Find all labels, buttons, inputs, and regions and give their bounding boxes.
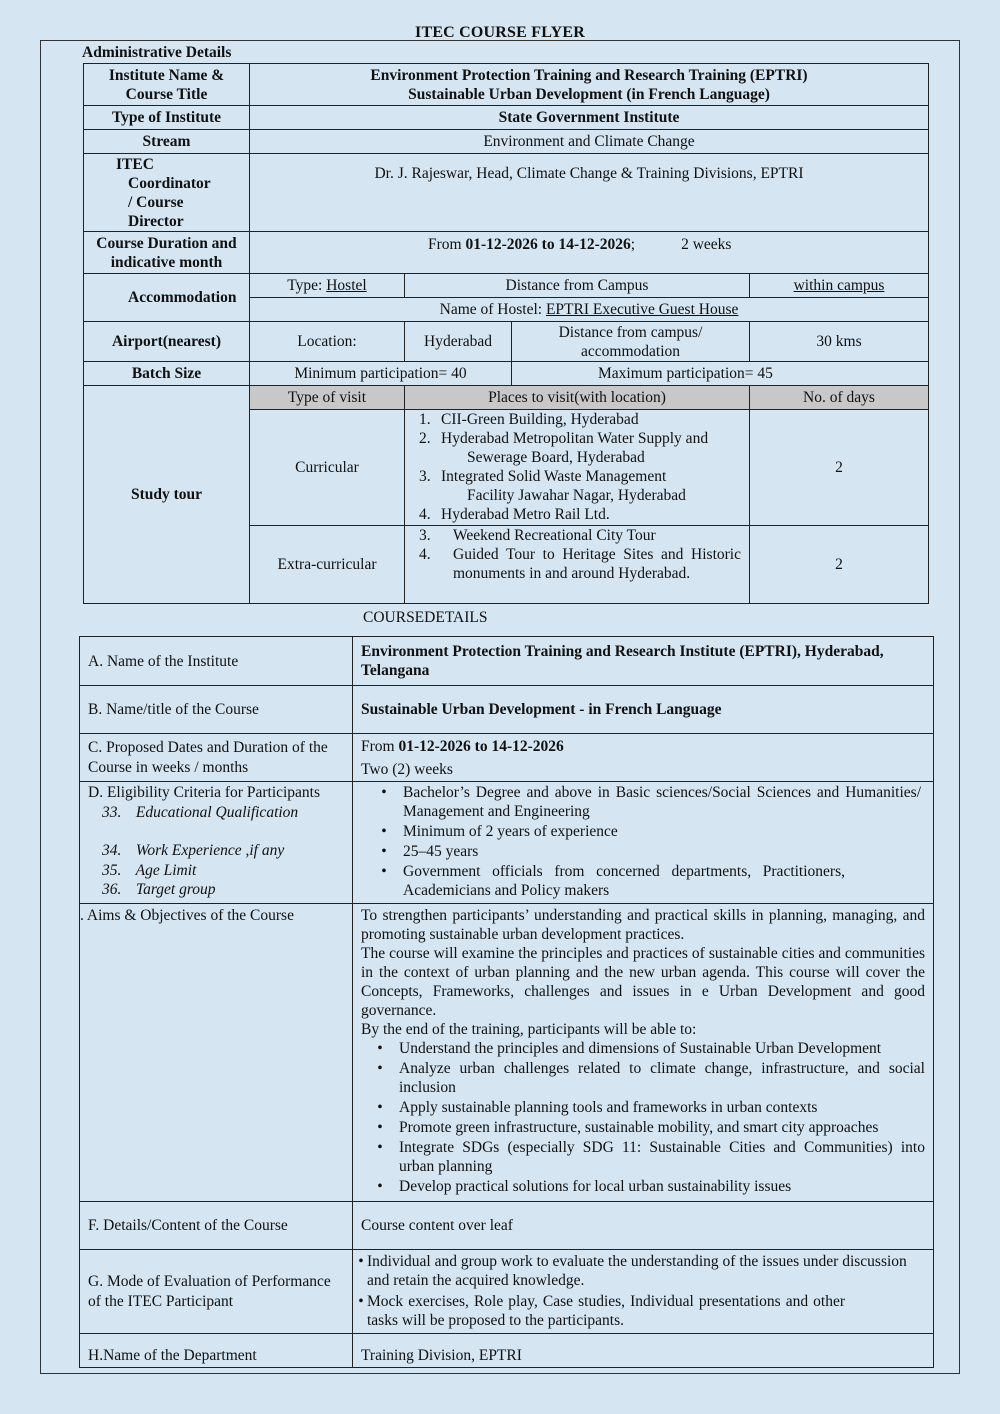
row-study-header bbox=[84, 386, 929, 410]
extra-curricular-days: 2 bbox=[750, 526, 929, 604]
list-item: 4. Guided Tour to Heritage Sites and Historic monuments in and around Hyderabad. bbox=[419, 546, 741, 582]
batch-label: Batch Size bbox=[84, 362, 250, 386]
a-value: Environment Protection Training and Research Institute (EPTRI), Hyderabad, Telangana bbox=[353, 637, 934, 686]
batch-min: Minimum participation= 40 bbox=[250, 362, 512, 386]
duration-label: Course Duration and indicative month bbox=[84, 232, 250, 274]
admin-details-heading: Administrative Details bbox=[82, 44, 232, 61]
e-label: . Aims & Objectives of the Course bbox=[80, 904, 353, 1202]
c-label: C. Proposed Dates and Duration of the Course in weeks / months bbox=[80, 734, 353, 782]
airport-location-label: Location: bbox=[250, 322, 405, 362]
row-institute bbox=[84, 64, 929, 106]
curricular-days: 2 bbox=[750, 410, 929, 526]
list-item: • Mock exercises, Role play, Case studies, Individual presentations and other tasks will be proposed to the participants. bbox=[358, 1293, 845, 1329]
institute-value: Environment Protection Training and Research Training (EPTRI) Sustainable Urban Development (in French Language) bbox=[250, 64, 929, 106]
list-item: 2. Hyderabad Metropolitan Water Supply and bbox=[419, 430, 709, 447]
institute-label: Institute Name & Course Title bbox=[84, 64, 250, 106]
g-value bbox=[353, 1250, 934, 1334]
d-item: 34. Work Experience ,if any bbox=[102, 842, 285, 859]
stream-value: Environment and Climate Change bbox=[250, 130, 929, 154]
accommodation-label: Accommodation bbox=[84, 274, 250, 322]
f-label: F. Details/Content of the Course bbox=[80, 1202, 353, 1250]
row-g bbox=[80, 1250, 934, 1334]
list-item: • 25–45 years bbox=[381, 843, 479, 860]
course-details-heading: COURSEDETAILS bbox=[363, 609, 488, 626]
duration-value: From 01-12-2026 to 14-12-2026; 2 weeks bbox=[250, 232, 929, 274]
b-label: B. Name/title of the Course bbox=[80, 686, 353, 734]
b-value: Sustainable Urban Development - in French Language bbox=[353, 686, 934, 734]
type-value: State Government Institute bbox=[250, 106, 929, 130]
d-label: D. Eligibility Criteria for Participants bbox=[88, 784, 321, 801]
row-d bbox=[80, 782, 934, 904]
row-accommodation-1 bbox=[84, 274, 929, 298]
flyer-title: ITEC COURSE FLYER bbox=[415, 24, 585, 41]
list-item: • Develop practical solutions for local urban sustainability issues bbox=[377, 1178, 792, 1195]
row-batch bbox=[84, 362, 929, 386]
accommodation-distance-value: within campus bbox=[750, 274, 929, 298]
list-item: • Bachelor’s Degree and above in Basic sciences/Social Sciences and Humanities/ Management and Engineering bbox=[381, 784, 921, 820]
list-item-cont: Sewerage Board, Hyderabad bbox=[467, 449, 645, 466]
row-c bbox=[80, 734, 934, 782]
batch-max: Maximum participation= 45 bbox=[512, 362, 929, 386]
study-tour-label: Study tour bbox=[84, 386, 250, 604]
h-value: Training Division, EPTRI bbox=[353, 1334, 934, 1368]
course-details-table bbox=[79, 636, 934, 1368]
e-value: To strengthen participants’ understanding and practical skills in planning, managing, and promoting sustainable urban development practices. The course will examine the principles and practices of sustainable cities and communities in the context of urban planning and the new urban agenda. This course will cover the Concepts, Frameworks, challenges and issues in e Urban Development and good governance. By the end of the training, participants will be able to: • Understand the principles and dimensions of Sustainable Urban Development • Analyze urban challenges related to climate change, infrastructure, and social inclusion • Apply sustainable planning tools and frameworks in urban contexts • Promote green infrastructure, sustainable mobility, and smart city approaches • Integrate SDGs (especially SDG 11: Sustainable Cities and Communities) into urban planning • Develop practical solutions for local urban sustainability issues bbox=[353, 904, 934, 1202]
extra-curricular-label: Extra-curricular bbox=[250, 526, 405, 604]
d-item: 33. Educational Qualification bbox=[102, 803, 299, 821]
row-duration bbox=[84, 232, 929, 274]
extra-curricular-places bbox=[405, 526, 750, 604]
accommodation-distance-label: Distance from Campus bbox=[405, 274, 750, 298]
accommodation-type: Type: Hostel bbox=[250, 274, 405, 298]
list-item: • Understand the principles and dimensions of Sustainable Urban Development bbox=[377, 1040, 882, 1057]
g-label: G. Mode of Evaluation of Performance of the ITEC Participant bbox=[80, 1250, 353, 1334]
study-header-places: Places to visit(with location) bbox=[405, 386, 750, 410]
h-label: H.Name of the Department bbox=[80, 1334, 353, 1368]
list-item: • Apply sustainable planning tools and frameworks in urban contexts bbox=[377, 1099, 818, 1116]
row-coordinator bbox=[84, 154, 929, 232]
coordinator-value: Dr. J. Rajeswar, Head, Climate Change & Training Divisions, EPTRI bbox=[250, 154, 929, 232]
d-values bbox=[353, 782, 934, 904]
row-b bbox=[80, 686, 934, 734]
list-item: • Promote green infrastructure, sustainable mobility, and smart city approaches bbox=[377, 1119, 879, 1136]
list-item: 3. Integrated Solid Waste Management bbox=[419, 468, 667, 485]
f-value: Course content over leaf bbox=[353, 1202, 934, 1250]
d-item: 36. Target group bbox=[102, 881, 216, 898]
row-h bbox=[80, 1334, 934, 1368]
list-item: 4. Hyderabad Metro Rail Ltd. bbox=[419, 506, 610, 523]
c-value: From 01-12-2026 to 14-12-2026 Two (2) weeks bbox=[353, 734, 934, 782]
airport-label: Airport(nearest) bbox=[84, 322, 250, 362]
curricular-places bbox=[405, 410, 750, 526]
study-header-type: Type of visit bbox=[250, 386, 405, 410]
airport-location-value: Hyderabad bbox=[405, 322, 512, 362]
row-stream bbox=[84, 130, 929, 154]
list-item-cont: Facility Jawahar Nagar, Hyderabad bbox=[467, 487, 686, 504]
row-f bbox=[80, 1202, 934, 1250]
list-item: 1. CII-Green Building, Hyderabad bbox=[419, 411, 639, 428]
administrative-details-table bbox=[83, 63, 929, 604]
list-item: • Individual and group work to evaluate the understanding of the issues under discussion and retain the acquired knowledge. bbox=[358, 1253, 907, 1289]
list-item: • Minimum of 2 years of experience bbox=[381, 823, 618, 840]
row-type bbox=[84, 106, 929, 130]
stream-label: Stream bbox=[84, 130, 250, 154]
study-header-days: No. of days bbox=[750, 386, 929, 410]
row-airport bbox=[84, 322, 929, 362]
curricular-label: Curricular bbox=[250, 410, 405, 526]
airport-distance-label: Distance from campus/ accommodation bbox=[512, 322, 750, 362]
d-label-cell bbox=[80, 782, 353, 904]
a-label: A. Name of the Institute bbox=[80, 637, 353, 686]
row-e bbox=[80, 904, 934, 1202]
list-item: • Government officials from concerned departments, Practitioners, Academicians and Policy makers bbox=[381, 863, 845, 899]
list-item: • Integrate SDGs (especially SDG 11: Sustainable Cities and Communities) into urban planning bbox=[377, 1139, 925, 1175]
row-a bbox=[80, 637, 934, 686]
airport-distance-value: 30 kms bbox=[750, 322, 929, 362]
hostel-name: Name of Hostel: EPTRI Executive Guest House bbox=[250, 298, 929, 322]
coordinator-label: ITEC Coordinator / Course Director bbox=[84, 154, 250, 232]
d-item: 35. Age Limit bbox=[102, 861, 197, 879]
list-item: 3. Weekend Recreational City Tour bbox=[419, 527, 656, 544]
list-item: • Analyze urban challenges related to climate change, infrastructure, and social inclusion bbox=[377, 1060, 925, 1096]
type-label: Type of Institute bbox=[84, 106, 250, 130]
